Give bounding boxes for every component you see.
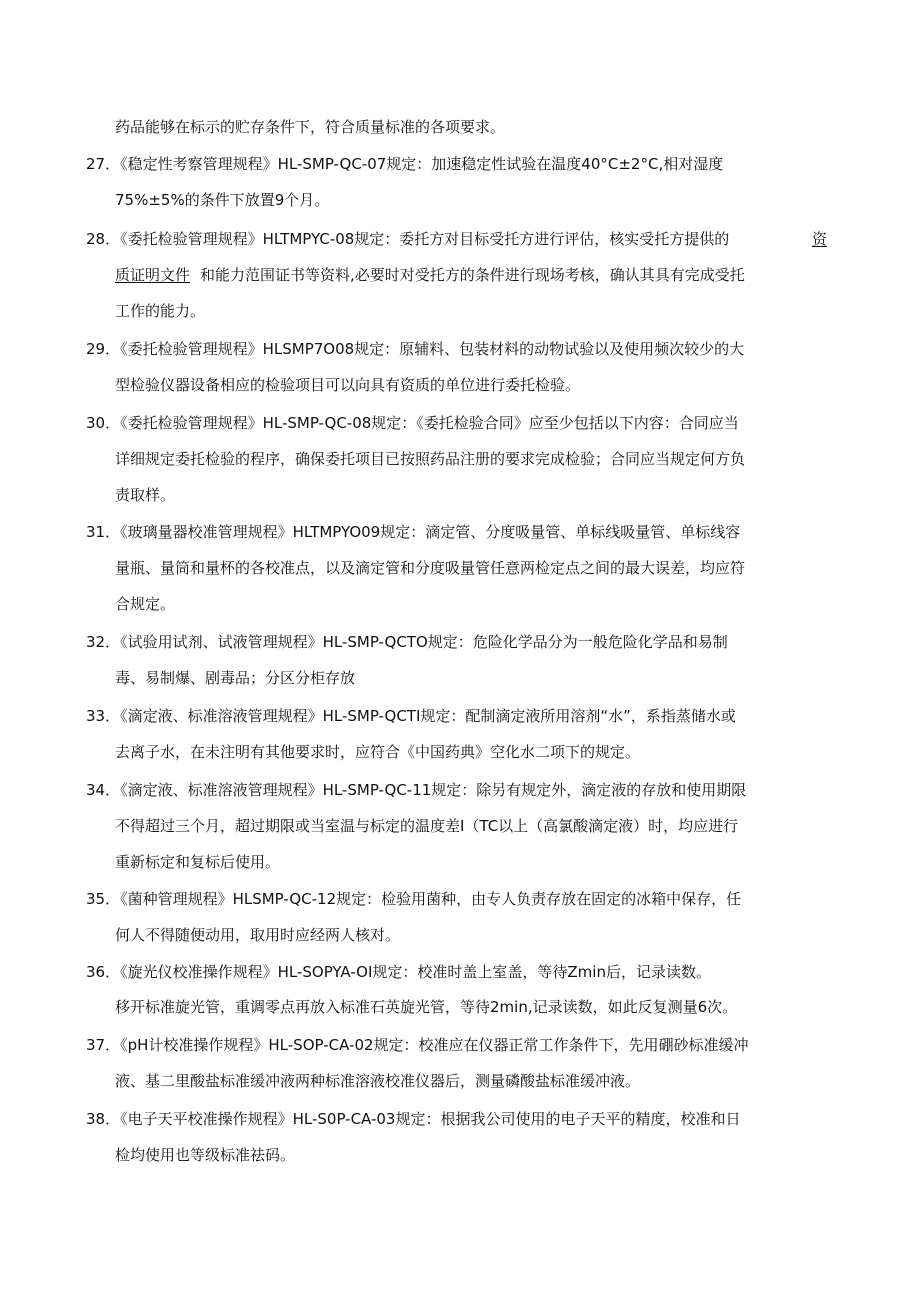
text-line-underlined: 质证明文件 — [115, 266, 191, 284]
text-line: 38．《电子天平校准操作规程》HL-S0P-CA-03规定：根据我公司使用的电子天平的精度，校准和日 — [86, 1110, 741, 1128]
text-line: 药品能够在标示的贮存条件下，符合质量标准的各项要求。 — [115, 118, 506, 136]
text-line: 29．《委托检验管理规程》HLSMP7O08规定：原辅料、包装材料的动物试验以及使用频次较少的大 — [86, 340, 745, 358]
text-line: 32．《试验用试剂、试液管理规程》HL-SMP-QCTO规定：危险化学品分为一般危险化学品和易制 — [86, 633, 728, 651]
text-line: 36．《旋光仪校准操作规程》HL-SOPYA-OI规定：校准时盖上室盖，等待Zmin后，记录读数。 — [86, 963, 711, 981]
text-line: 检均使用也等级标准祛码。 — [115, 1146, 296, 1164]
text-line: 型检验仪器设备相应的检验项目可以向具有资质的单位进行委托检验。 — [115, 376, 581, 394]
text-line: 28．《委托检验管理规程》HLTMPYC-08规定：委托方对目标受托方进行评估，核实受托方提供的 — [86, 230, 730, 248]
text-line: 30．《委托检验管理规程》HL-SMP-QC-08规定：《委托检验合同》应至少包括以下内容：合同应当 — [86, 414, 739, 432]
text-line: 75%±5%的条件下放置9个月。 — [115, 191, 330, 209]
text-line: 何人不得随便动用，取用时应经两人核对。 — [115, 926, 401, 944]
text-line-underlined: 资 — [812, 230, 828, 248]
text-line: 31．《玻璃量器校准管理规程》HLTMPYO09规定：滴定管、分度吸量管、单标线吸量管、单标线容 — [86, 523, 741, 541]
text-line: 量瓶、量筒和量杯的各校准点，以及滴定管和分度吸量管任意两检定点之间的最大误差，均应符 — [115, 559, 746, 577]
text-line: 不得超过三个月，超过期限或当室温与标定的温度差I（TC以上（高氯酸滴定液）时，均应进行 — [115, 817, 739, 835]
text-line: 37．《pH计校准操作规程》HL-SOP-CA-02规定：校准应在仪器正常工作条件下，先用硼砂标准缓冲 — [86, 1036, 749, 1054]
text-line: 重新标定和复标后使用。 — [115, 853, 281, 871]
text-line: 毒、易制爆、剧毒品；分区分柜存放 — [115, 669, 356, 687]
text-line: 详细规定委托检验的程序，确保委托项目已按照药品注册的要求完成检验；合同应当规定何方负 — [115, 450, 746, 468]
text-line: 35．《菌种管理规程》HLSMP-QC-12规定：检验用菌种，由专人负责存放在固定的冰箱中保存，任 — [86, 890, 742, 908]
text-line: 合规定。 — [115, 595, 176, 613]
text-line: 27．《稳定性考察管理规程》HL-SMP-QC-07规定：加速稳定性试验在温度40°C±2°C,相对湿度 — [86, 155, 724, 173]
text-line: 去离子水，在未注明有其他要求时，应符合《中国药典》空化水二项下的规定。 — [115, 743, 641, 761]
text-line: 责取样。 — [115, 486, 176, 504]
text-line: 34．《滴定液、标准溶液管理规程》HL-SMP-QC-11规定：除另有规定外，滴定液的存放和使用期限 — [86, 781, 747, 799]
text-line: 工作的能力。 — [115, 302, 206, 320]
text-line: 液、基二里酸盐标准缓冲液两种标准溶液校准仪器后，测量磷酸盐标准缓冲液。 — [115, 1072, 641, 1090]
text-line: 33．《滴定液、标准溶液管理规程》HL-SMP-QCTI规定：配制滴定液所用溶剂“水”，系指蒸储水或 — [86, 707, 736, 725]
text-line: 移开标准旋光管，重调零点再放入标准石英旋光管，等待2min,记录读数，如此反复测量6次。 — [115, 998, 738, 1016]
text-line: 和能力范围证书等资料,必要时对受托方的条件进行现场考核，确认其具有完成受托 — [200, 266, 745, 284]
